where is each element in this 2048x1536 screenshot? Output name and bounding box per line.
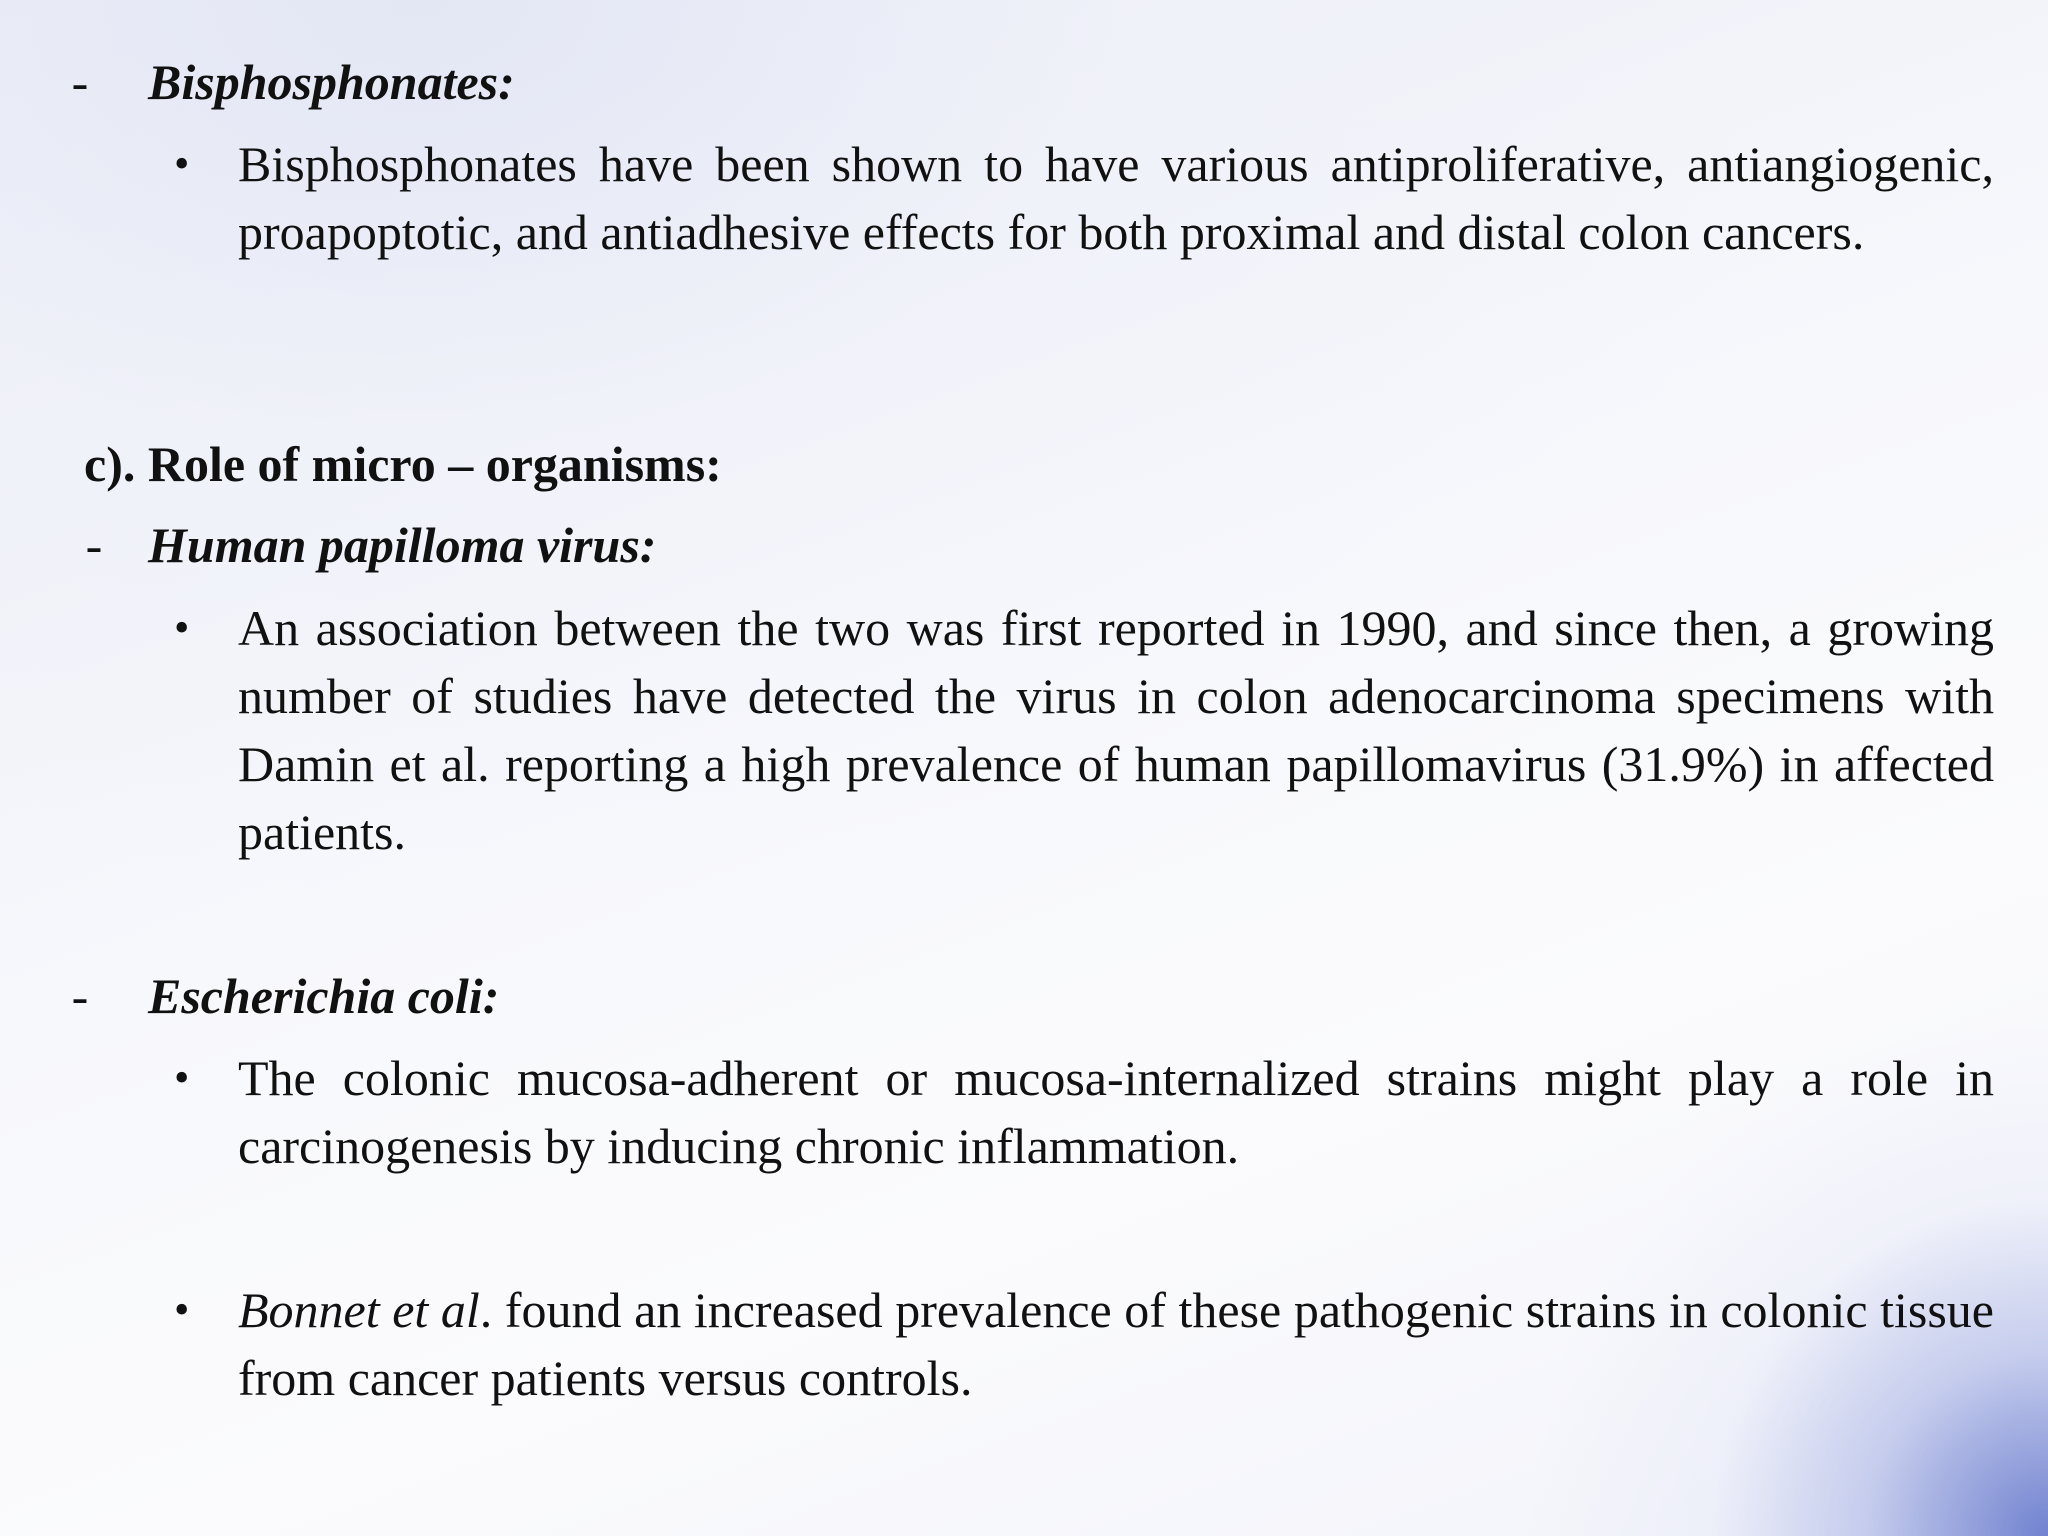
ecoli-text-2 bbox=[238, 1276, 1994, 1412]
ecoli-label: Escherichia coli: bbox=[148, 968, 500, 1024]
bullet-icon: • bbox=[174, 603, 190, 652]
ecoli-text-2-body: . found an increased prevalence of these pathogenic strains in colonic tissue from cancer patients versus controls. bbox=[238, 1282, 1994, 1406]
dash-marker: - bbox=[71, 54, 89, 110]
hpv-label: Human papilloma virus: bbox=[148, 517, 657, 573]
ecoli-text-1: The colonic mucosa-adherent or mucosa-internalized strains might play a role in carcinogenesis by inducing chronic inflammation. bbox=[238, 1050, 1994, 1174]
bullet-icon: • bbox=[174, 1053, 190, 1102]
bisphosphonates-text: Bisphosphonates have been shown to have various antiproliferative, antiangiogenic, proapoptotic, and antiadhesive effects for both proximal and distal colon cancers. bbox=[238, 136, 1994, 260]
bullet-icon: • bbox=[174, 1285, 190, 1334]
dash-marker: - bbox=[71, 968, 89, 1024]
bisphosphonates-label: Bisphosphonates: bbox=[148, 54, 515, 110]
author-citation: Bonnet et al bbox=[238, 1282, 480, 1338]
dash-marker: - bbox=[85, 517, 103, 573]
micro-organisms-heading: c). Role of micro – organisms: bbox=[84, 436, 722, 492]
bullet-icon: • bbox=[174, 139, 190, 188]
hpv-text: An association between the two was first reported in 1990, and since then, a growing number of studies have detected the virus in colon adenocarcinoma specimens with Damin et al. reporting a high prevalence of human papillomavirus (31.9%) in affected patients. bbox=[238, 600, 1994, 860]
